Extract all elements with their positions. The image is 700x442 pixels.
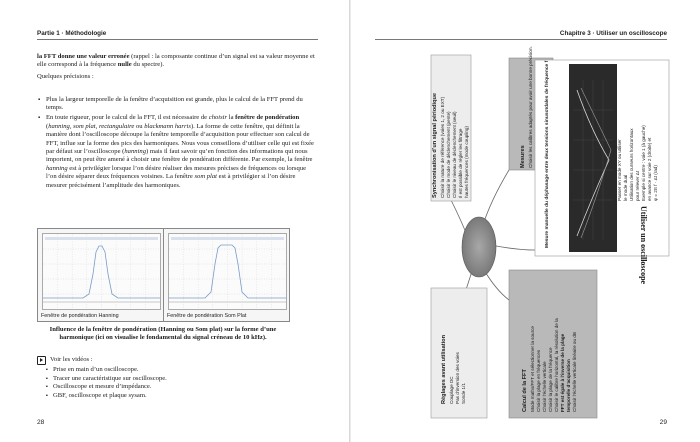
hanning-scope-screen bbox=[42, 233, 161, 310]
b2-fenetre: fenêtre de pondération bbox=[235, 114, 300, 122]
sync-line: hautes fréquences (mode coupling) bbox=[463, 125, 469, 198]
precision-list bbox=[37, 96, 318, 191]
page-number-left: 28 bbox=[37, 419, 45, 426]
side-title: Utiliser un oscilloscope bbox=[639, 206, 648, 285]
intro-null: nulle bbox=[117, 61, 132, 69]
center-label bbox=[442, 226, 460, 290]
fft-line: FFT est égale à l’inverse de la plage bbox=[559, 333, 565, 412]
manual-line: Utilisation des curseurs horizontaux bbox=[629, 128, 634, 201]
figure-hanning-label: Fenêtre de pondération Hanning bbox=[41, 313, 119, 319]
b2f: ) mais il faut savoir qu’en fonction des informations qui nous importent, on peut être amené à choisir une fenêtre de pondération différente. Par exemple, la fenêtre bbox=[46, 147, 313, 164]
reglages-line: Pas d’inversion des voies bbox=[454, 352, 460, 404]
connector-manual bbox=[491, 245, 535, 250]
reglages-text bbox=[441, 304, 475, 404]
manual-line: en avance sur voie 2 (droite) et bbox=[647, 137, 652, 201]
b2d: ou bbox=[134, 122, 145, 130]
mesures-title: Mesures bbox=[520, 145, 526, 168]
b2-ital5: som plat bbox=[194, 173, 218, 181]
mesures-line: Choisir les calibres adaptés pour avoir une bonne précision. bbox=[527, 46, 533, 168]
b2-ital4: hanning bbox=[46, 164, 68, 172]
figure-hanning bbox=[37, 228, 164, 322]
precision-item-1-text: Plus la largeur temporelle de la fenêtre d’acquisition est grande, plus le calcul de la FFT prend du temps. bbox=[46, 96, 303, 112]
video-link[interactable]: ▪ Oscilloscope et mesure d’impédance. bbox=[46, 383, 277, 392]
manual-line: le mode dual bbox=[623, 174, 628, 201]
manual-title-wrap bbox=[545, 60, 559, 248]
photo-label-text bbox=[587, 87, 593, 231]
video-link[interactable]: ▪ Prise en main d’un oscilloscope. bbox=[46, 366, 277, 375]
b2h: est à privilégier si l’on désire mesurer précisément l’amplitude des harmoniques. bbox=[46, 173, 296, 189]
sync-text bbox=[432, 54, 468, 198]
figure-som-plat-label: Fenêtre de pondération Som Plat bbox=[167, 313, 247, 319]
manual-line: φ = 2π f · Δt (rad) bbox=[653, 165, 658, 201]
video-play-icon bbox=[37, 356, 46, 365]
fft-line: Choisir l’échelle verticale linéaire ou dB bbox=[571, 332, 577, 412]
fft-line: Choisir le calibre horizontal, la résolution de la bbox=[553, 318, 559, 412]
fft-line: Choisir la plage de la fréquence bbox=[547, 347, 553, 412]
sync-line: Choisir le mode de déclenchement (pente) bbox=[445, 111, 451, 198]
b2c: ( bbox=[46, 122, 49, 130]
manual-line: pour relever Δt bbox=[635, 170, 640, 201]
b2-ital3: hanning bbox=[124, 147, 146, 155]
fft-line: Choisir la plage en fréquences bbox=[535, 349, 541, 412]
video-link[interactable]: ▪ Tracer une caractéristique sur oscilloscope. bbox=[46, 375, 277, 384]
connector-fft bbox=[484, 270, 509, 300]
b2a: En toute rigueur, pour le calcul de la FFT, il est nécessaire de bbox=[46, 114, 209, 122]
manual-title: Mesure manuelle du déphasage entre deux tensions sinusoïdales de fréquence f bbox=[545, 60, 550, 248]
precision-item-2 bbox=[37, 114, 318, 190]
figure-caption: Influence de la fenêtre de pondération (Hanning ou Som plat) sur la forme d’une harmonique (ici on visualise le fondamental du signal créneau de 10 kHz). bbox=[49, 326, 277, 342]
fft-text bbox=[522, 274, 584, 412]
sync-line: Il est possible de régler les filtrage bbox=[457, 128, 463, 198]
connector-mesures bbox=[483, 170, 509, 225]
page-number-right: 29 bbox=[659, 419, 667, 426]
reglages-title: Réglages avant utilisation bbox=[441, 334, 447, 404]
precisions-label: Quelques précisions : bbox=[37, 72, 94, 80]
fft-line: Mode maths/FFT et sélectionner la source bbox=[529, 326, 535, 412]
running-head-left: Partie 1 · Méthodologie bbox=[37, 30, 107, 37]
intro-end: du spectre). bbox=[131, 61, 165, 69]
intro-text: (rappel : la composante continue d’un signal est sa valeur moyenne et elle correspond à la fréquence bbox=[37, 53, 315, 69]
manual-line: Exemple si centre : voie 1 (à gauche) bbox=[641, 125, 646, 201]
left-page bbox=[0, 0, 349, 442]
mesures-text bbox=[520, 46, 542, 168]
b2g: est à privilégier lorsque l’on désire réaliser des mesures précises de fréquences ou lorsque l’on désire séparer deux fréquences voisines. La fenêtre bbox=[46, 164, 307, 181]
sync-line: Choisir la nature de référence (voies 1, 2 ou EXT) bbox=[439, 96, 445, 198]
reglages-line: Couplage DC bbox=[448, 376, 454, 404]
running-head-right: Chapitre 3 · Utiliser un oscilloscope bbox=[559, 30, 667, 37]
center-oval bbox=[462, 217, 496, 277]
sync-title: Synchronisation d’un signal périodique bbox=[432, 92, 438, 198]
b2e: ). La forme de cette fenêtre, qui définit la manière dont l’oscilloscope découpe la fenêtre temporelle d’acquisition pour effectuer son calcul de FFT, influe sur la forme des pics des harmoniques. Nous vous conseillons d’utiliser celle qui est fixée par défaut sur l’oscilloscope ( bbox=[46, 122, 314, 155]
videos-box bbox=[37, 356, 277, 400]
manual-text bbox=[617, 91, 665, 201]
b2b: la bbox=[227, 114, 236, 122]
videos-list bbox=[37, 366, 277, 400]
b2-choisir: choisir bbox=[208, 114, 228, 122]
intro-bold: la FFT donne une valeur erronée bbox=[37, 53, 130, 60]
fft-line: temporelle d’acquisition bbox=[565, 359, 571, 412]
header-rule-left bbox=[37, 39, 318, 40]
manual-line: Passer en mode XY ou utiliser bbox=[617, 139, 622, 201]
center-label-text: Oscilloscope bbox=[442, 236, 449, 280]
sync-line: Choisir le niveau de déclenchement (seuil) bbox=[451, 111, 457, 198]
videos-title bbox=[37, 356, 277, 365]
video-link[interactable]: ▪ GBF, oscilloscope et plaque sysam. bbox=[46, 392, 277, 401]
reglages-line: Sonde 1/1 bbox=[460, 383, 466, 404]
videos-title-text: Voir les vidéos : bbox=[50, 356, 93, 364]
fft-line: Choisir l’échelle verticale bbox=[541, 361, 547, 412]
intro-paragraph bbox=[37, 53, 318, 84]
fft-title: Calcul de la FFT bbox=[522, 369, 528, 412]
b2-ital2: blackmann harris bbox=[144, 122, 191, 130]
b2-ital: hanning, som plat, rectangulaire bbox=[48, 122, 135, 130]
right-page bbox=[351, 0, 700, 442]
figure-som-plat bbox=[163, 228, 290, 322]
som-plat-scope-screen bbox=[168, 233, 287, 310]
precision-item-1 bbox=[37, 96, 318, 113]
